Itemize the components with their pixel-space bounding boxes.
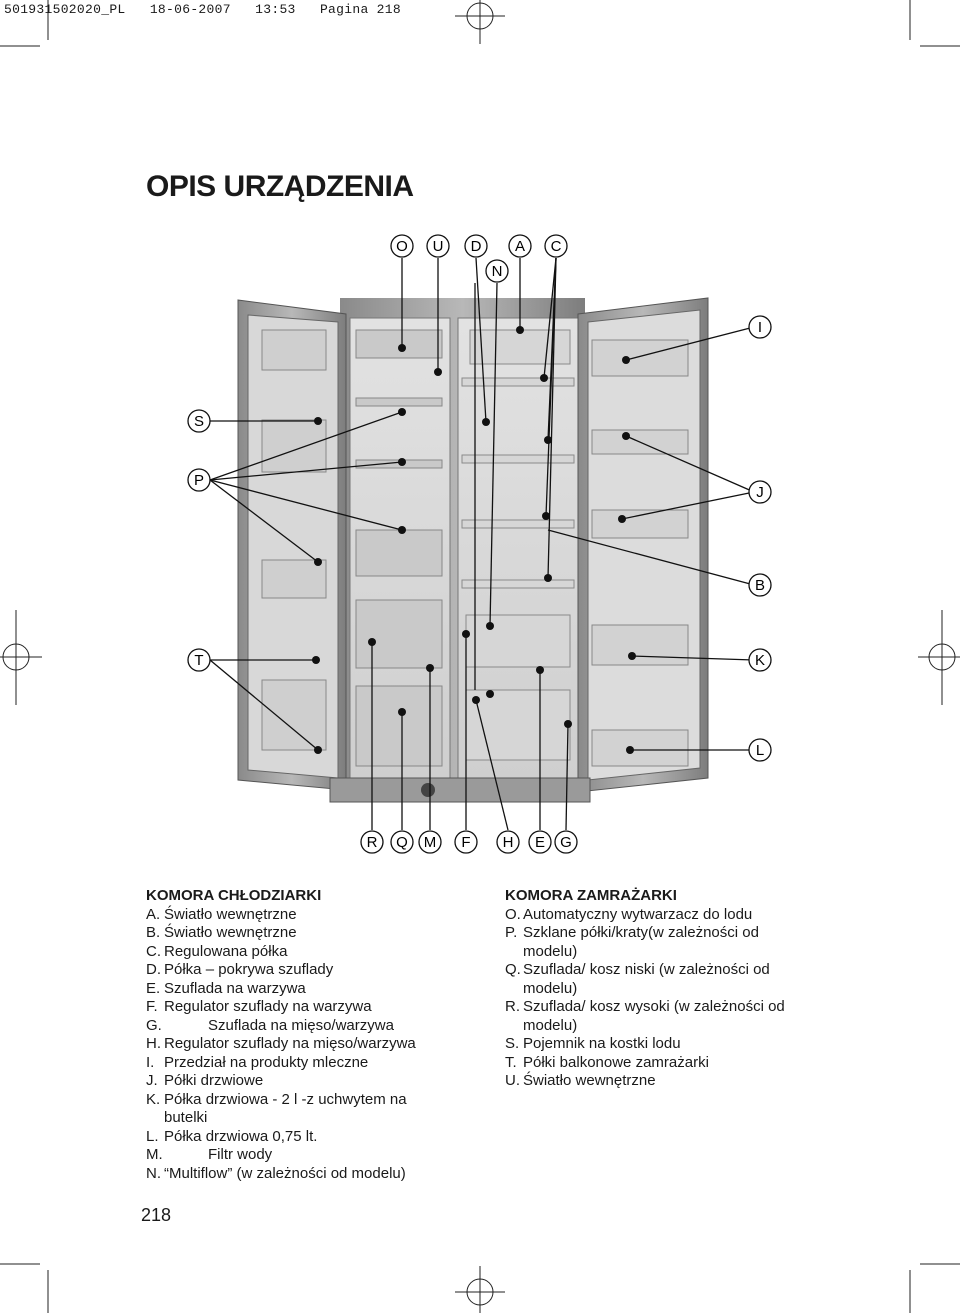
list-item: L. Półka drzwiowa 0,75 lt. bbox=[146, 1127, 318, 1145]
list-item: U. Światło wewnętrzne bbox=[505, 1072, 656, 1089]
svg-text:B: B bbox=[754, 577, 766, 594]
callout-a bbox=[509, 235, 531, 257]
svg-text:I: I bbox=[757, 319, 763, 336]
svg-text:P: P bbox=[193, 472, 205, 489]
svg-text:E: E bbox=[534, 834, 546, 851]
list-item: R. Szuflada/ kosz wysoki (w zależności od modelu) bbox=[505, 998, 785, 1034]
svg-text:G: G bbox=[560, 834, 572, 851]
list-item: F. Regulator szuflady na warzywa bbox=[146, 998, 372, 1015]
list-item: G. Szuflada na mięso/warzywa bbox=[146, 1016, 394, 1034]
fridge-section bbox=[146, 887, 466, 1183]
page-number: 218 bbox=[141, 1205, 172, 1225]
svg-text:J: J bbox=[756, 484, 764, 501]
callout-o bbox=[391, 235, 413, 257]
page-title: OPIS URZĄDZENIA bbox=[146, 170, 414, 203]
list-item: K. Półka drzwiowa - 2 l -z uchwytem na butelki bbox=[146, 1090, 407, 1126]
list-item: C. Regulowana półka bbox=[146, 942, 288, 960]
list-item: O. Automatyczny wytwarzacz do lodu bbox=[505, 905, 753, 923]
svg-text:S: S bbox=[193, 413, 205, 430]
list-item: M. Filtr wody bbox=[146, 1146, 273, 1163]
callout-j bbox=[749, 481, 771, 503]
list-item: D. Półka – pokrywa szuflady bbox=[146, 961, 334, 978]
callout-n bbox=[486, 260, 508, 282]
svg-text:D: D bbox=[470, 238, 482, 255]
svg-text:M: M bbox=[423, 834, 437, 851]
svg-text:N: N bbox=[491, 263, 503, 280]
callout-s bbox=[188, 410, 210, 432]
svg-text:Q: Q bbox=[396, 834, 408, 851]
freezer-section bbox=[505, 887, 825, 1091]
freezer-section-heading: KOMORA ZAMRAŻARKI bbox=[505, 887, 677, 904]
callout-d bbox=[465, 235, 487, 257]
callout-i bbox=[749, 316, 771, 338]
list-item: I. Przedział na produkty mleczne bbox=[146, 1053, 369, 1071]
fridge-section-heading: KOMORA CHŁODZIARKI bbox=[146, 887, 322, 904]
list-item: J. Półki drzwiowe bbox=[146, 1072, 264, 1089]
svg-text:C: C bbox=[550, 238, 562, 255]
svg-text:R: R bbox=[366, 834, 378, 851]
svg-text:U: U bbox=[432, 238, 444, 255]
callout-q bbox=[391, 831, 413, 853]
list-item: A. Światło wewnętrzne bbox=[146, 905, 297, 923]
svg-text:F: F bbox=[461, 834, 471, 851]
callout-f bbox=[455, 831, 477, 853]
list-item: S. Pojemnik na kostki lodu bbox=[505, 1035, 681, 1052]
list-item: B. Światło wewnętrzne bbox=[146, 924, 297, 941]
callout-u bbox=[427, 235, 449, 257]
list-item: Q. Szuflada/ kosz niski (w zależności od modelu) bbox=[505, 961, 770, 997]
callout-e bbox=[529, 831, 551, 853]
callout-g bbox=[555, 831, 577, 853]
list-item: N. “Multiflow” (w zależności od modelu) bbox=[146, 1164, 406, 1182]
svg-text:L: L bbox=[755, 742, 765, 759]
svg-text:K: K bbox=[754, 652, 766, 669]
list-item: T. Półki balkonowe zamrażarki bbox=[505, 1053, 709, 1071]
callout-l bbox=[749, 739, 771, 761]
callout-r bbox=[361, 831, 383, 853]
print-slug: 501931502020_PL 18-06-2007 13:53 Pagina 218 bbox=[4, 2, 401, 17]
svg-text:T: T bbox=[194, 652, 204, 669]
fridge-body bbox=[238, 298, 708, 802]
callout-t bbox=[188, 649, 210, 671]
svg-text:H: H bbox=[502, 834, 514, 851]
callout-c bbox=[545, 235, 567, 257]
list-item: E. Szuflada na warzywa bbox=[146, 979, 306, 997]
callout-h bbox=[497, 831, 519, 853]
callout-p bbox=[188, 469, 210, 491]
list-item: H. Regulator szuflady na mięso/warzywa bbox=[146, 1035, 416, 1052]
svg-text:A: A bbox=[514, 238, 526, 255]
callout-m bbox=[419, 831, 441, 853]
callout-k bbox=[749, 649, 771, 671]
callout-b bbox=[749, 574, 771, 596]
list-item: P. Szklane półki/kraty(w zależności od modelu) bbox=[505, 924, 759, 960]
svg-text:O: O bbox=[396, 238, 408, 255]
